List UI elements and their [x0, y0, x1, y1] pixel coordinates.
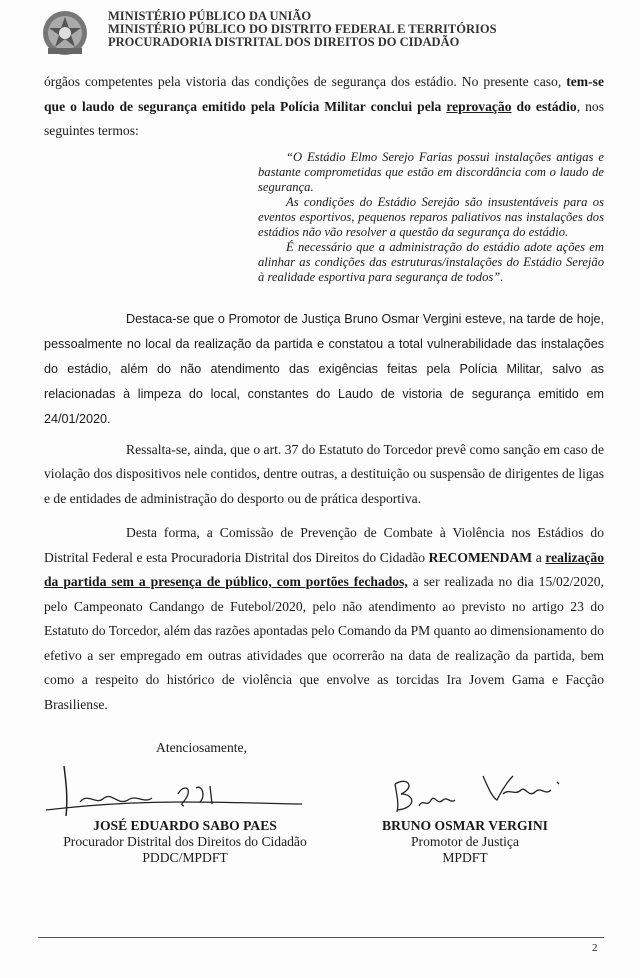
letterhead: [40, 8, 600, 60]
paragraph-1: [44, 70, 604, 144]
signatory-block-1: [40, 818, 330, 866]
p1-text: órgãos competentes pela vistoria das condições de segurança dos estádio. No presente caso,: [44, 74, 567, 89]
header-line-1: MINISTÉRIO PÚBLICO DA UNIÃO: [108, 9, 312, 23]
paragraph-2: Destaca-se que o Promotor de Justiça Bruno Osmar Vergini esteve, na tarde de hoje, pessoalmente no local da realização da partida e constatou a total vulnerabilidade das instalações do estádio, além do não atendimento das exigências feitas pela Polícia Militar, salvo as relacionadas à limpeza do local, constantes do Laudo de vistoria de segurança emitido em 24/01/2020.: [44, 311, 604, 426]
paragraph-3: Ressalta-se, ainda, que o art. 37 do Estatuto do Torcedor prevê como sanção em caso de violação dos dispositivos nele contidos, dentre outras, a destituição ou suspensão de dirigentes de ligas e de entidades de administração do desporto ou de prática desportiva.: [44, 441, 604, 506]
signatory-2-org: MPDFT: [442, 850, 488, 865]
p1-bold-text: tem-se que o laudo de segurança emitido pela Polícia Militar conclui pela: [44, 74, 604, 114]
p4-underlined-text: realização da partida sem a presença de público, com portões fechados,: [44, 549, 604, 589]
signature-jose-eduardo: [40, 762, 310, 824]
quote-paragraph-1: “O Estádio Elmo Serejo Farias possui instalações antigas e bastante comprometidas que estão em discordância com o laudo de segurança.: [258, 149, 604, 194]
page-number: 2: [592, 942, 598, 954]
quote-paragraph-3: É necessário que a administração do estádio adote ações em alinhar as condições das estruturas/instalações do Estádio Serejão à realidade esportiva para segurança de todos”.: [258, 239, 604, 284]
signatory-1-role: Procurador Distrital dos Direitos do Cidadão: [63, 834, 307, 849]
signatory-1-org: PDDC/MPDFT: [142, 850, 228, 865]
p4-recommend: RECOMENDAM: [428, 549, 533, 565]
p4-text: Desta forma, a Comissão de Prevenção de Combate à Violência nos Estádios do Distrital Federal e esta Procuradoria Distrital dos Direitos do Cidadão: [44, 525, 604, 565]
signatory-2-name: BRUNO OSMAR VERGINI: [382, 818, 548, 833]
document-body: [44, 70, 604, 717]
footer-divider: [38, 937, 604, 938]
signatory-2-role: Promotor de Justiça: [411, 834, 519, 849]
signatory-1-name: JOSÉ EDUARDO SABO PAES: [93, 818, 277, 833]
blockquote-laudo: [258, 150, 604, 285]
p1-bold-text-2: do estádio: [511, 98, 577, 114]
p1-text-2: , nos seguintes termos:: [44, 98, 604, 138]
header-line-3: PROCURADORIA DISTRITAL DOS DIREITOS DO CIDADÃO: [108, 35, 460, 49]
quote-paragraph-2: As condições do Estádio Serejão são insustentáveis para os eventos esportivos, pequenos reparos paliativos nas instalações dos estádios não vão resolver a questão da segurança do estádio.: [258, 194, 604, 239]
paragraph-4: [44, 521, 604, 717]
national-coat-of-arms-icon: [40, 8, 90, 58]
letterhead-text: [108, 10, 497, 49]
p4-text-3: a ser realizada no dia 15/02/2020, pelo Campeonato Candango de Futebol/2020, pelo não atendimento ao previsto no artigo 23 do Estatuto do Torcedor, além das razões apontadas pelo Comando da PM quanto ao dimensionamento do efetivo a ser empregado em outras atividades que ocorrerão na data de realização da partida, bem como a respeito do histórico de violência que envolve as torcidas Ira Jovem Gama e Facção Brasiliense.: [44, 574, 604, 712]
header-line-2: MINISTÉRIO PÚBLICO DO DISTRITO FEDERAL E TERRITÓRIOS: [108, 22, 497, 36]
p4-text-2: a: [532, 549, 546, 565]
signatory-block-2: [360, 818, 570, 866]
p1-underlined-text: reprovação: [446, 98, 512, 114]
signature-bruno-vergini: [385, 770, 575, 818]
closing-greeting: Atenciosamente,: [156, 740, 247, 755]
